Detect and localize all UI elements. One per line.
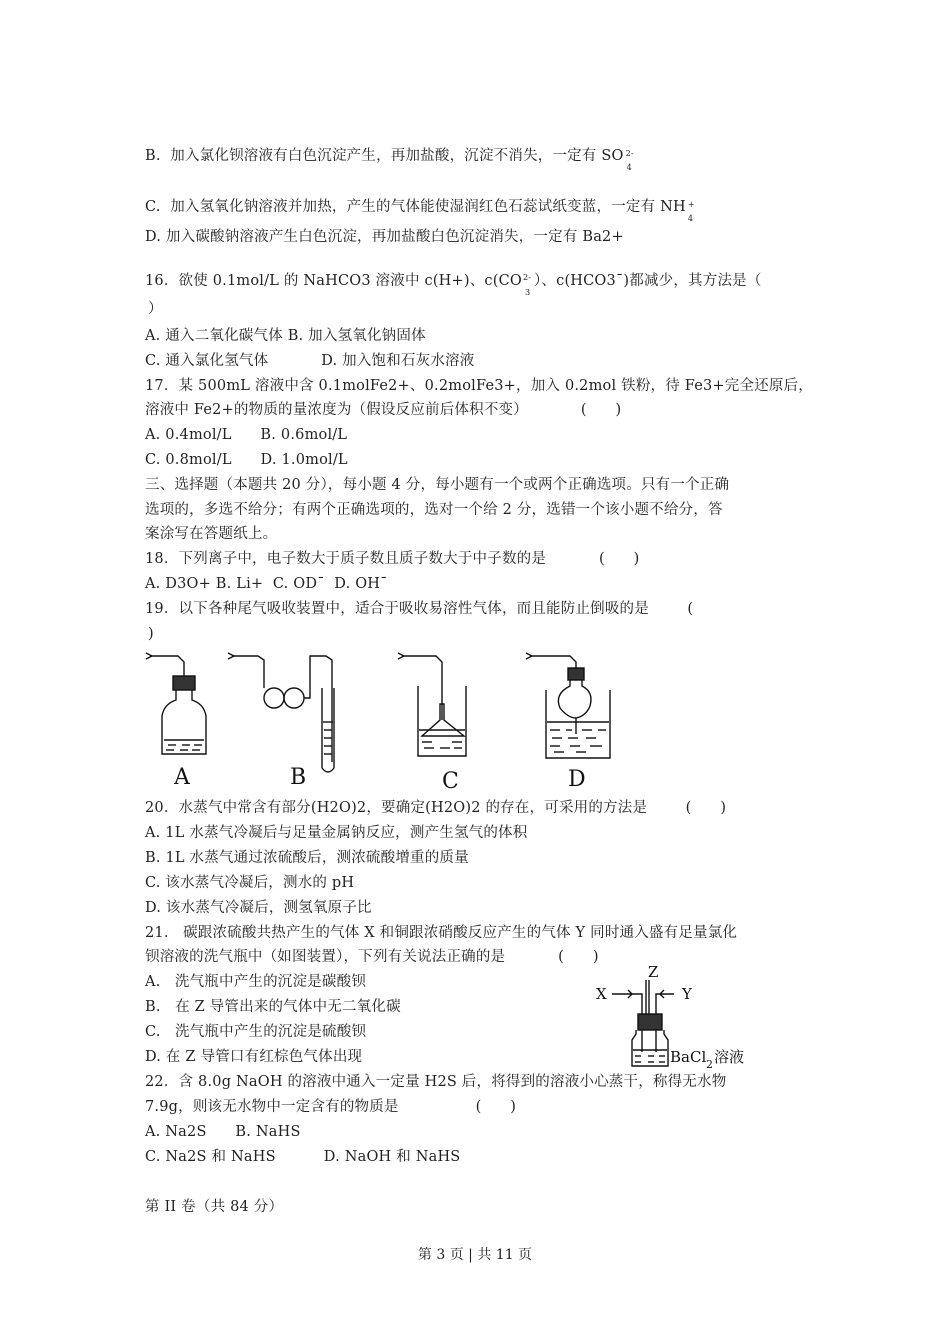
q17-options-cd: C. 0.8mol/L D. 1.0mol/L — [145, 452, 348, 468]
q19-stem-close: ) — [148, 626, 154, 642]
fig-label-bacl: BaCl — [670, 1048, 707, 1066]
q17-stem-line1: 17．某 500mL 溶液中含 0.1molFe2+、0.2molFe3+，加入 0.2mol 铁粉，待 Fe3+完全还原后， — [145, 378, 813, 394]
label-a: A — [174, 765, 190, 790]
q19-apparatus-figure — [140, 642, 660, 790]
q19-stem: 19．以下各种尾气吸收装置中，适合于吸收易溶性气体，而且能防止倒吸的是 ( — [145, 601, 694, 617]
q15-option-c — [145, 198, 696, 223]
q18-options: A. D3O+ B. Li+ C. OD¯ D. OH¯ — [145, 576, 388, 592]
q15-c-superscript: + — [687, 200, 695, 209]
q21-stem-line1: 21. 碳跟浓硫酸共热产生的气体 X 和铜跟浓硝酸反应产生的气体 Y 同时通入盛有足量氯化 — [145, 925, 738, 941]
q16-stem-part-b: ）、c(HCO3¯)都减少，其方法是（ — [533, 273, 762, 289]
fig-label-bacl-sub: 2 — [706, 1058, 713, 1070]
apparatus-b — [228, 653, 334, 772]
q22-options-cd: C. Na2S 和 NaHS D. NaOH 和 NaHS — [145, 1149, 461, 1165]
fig-label-x: X — [596, 985, 607, 1003]
section3-line2: 选项的，多选不给分；有两个正确选项的，选对一个给 2 分，选错一个该小题不给分，答 — [145, 502, 723, 518]
q20-option-c: C. 该水蒸气冷凝后，测水的 pH — [145, 875, 355, 891]
q15-option-d: D. 加入碳酸钠溶液产生白色沉淀，再加盐酸白色沉淀消失，一定有 Ba2+ — [145, 229, 624, 245]
label-b: B — [290, 765, 307, 790]
q20-option-b: B. 1L 水蒸气通过浓硫酸后，测浓硫酸增重的质量 — [145, 850, 469, 866]
label-c: C — [442, 769, 459, 790]
apparatus-d — [526, 653, 610, 758]
q17-stem-line2: 溶液中 Fe2+的物质的量浓度为（假设反应前后体积不变） ( ) — [145, 402, 622, 418]
apparatus-a — [146, 653, 206, 754]
q21-option-b: B. 在 Z 导管出来的气体中无二氧化碳 — [145, 999, 401, 1015]
section3-line1: 三、选择题（本题共 20 分），每小题 4 分，每小题有一个或两个正确选项。只有一个正确 — [145, 477, 730, 493]
q16-subscript: 3 — [524, 288, 531, 297]
q21-option-c: C. 洗气瓶中产生的沉淀是硫酸钡 — [145, 1024, 367, 1040]
q16-stem-close: ） — [148, 301, 163, 317]
q15-option-b — [145, 147, 634, 172]
q16-options-cd: C. 通入氯化氢气体 D. 加入饱和石灰水溶液 — [145, 353, 475, 369]
page-footer: 第 3 页 | 共 11 页 — [417, 1247, 533, 1263]
section3-line3: 案涂写在答题纸上。 — [145, 526, 278, 542]
q15-option-c-text: C. 加入氢氧化钠溶液并加热，产生的气体能使湿润红色石蕊试纸变蓝，一定有 NH — [145, 199, 686, 215]
part2-heading: 第 II 卷（共 84 分） — [145, 1199, 284, 1215]
q16-stem — [145, 272, 762, 297]
q17-options-ab: A. 0.4mol/L B. 0.6mol/L — [145, 427, 348, 443]
fig-label-solution: 溶液 — [714, 1048, 745, 1066]
q16-stem-part-a: 16．欲使 0.1mol/L 的 NaHCO3 溶液中 c(H+)、c(CO — [145, 273, 522, 289]
q20-stem: 20．水蒸气中常含有部分(H2O)2，要确定(H2O)2 的存在，可采用的方法是 ( ) — [145, 800, 727, 816]
q16-superscript: 2- — [522, 273, 532, 282]
q20-option-a: A. 1L 水蒸气冷凝后与足量金属钠反应，测产生氢气的体积 — [145, 825, 528, 841]
q21-option-a: A. 洗气瓶中产生的沉淀是碳酸钡 — [145, 974, 367, 990]
q15-option-b-text: B. 加入氯化钡溶液有白色沉淀产生，再加盐酸，沉淀不消失，一定有 SO — [145, 148, 624, 164]
q15-b-subscript: 4 — [626, 163, 632, 172]
label-d: D — [568, 767, 586, 790]
q16-options-ab: A. 通入二氧化碳气体 B. 加入氢氧化钠固体 — [145, 328, 426, 344]
q22-stem-line1: 22．含 8.0g NaOH 的溶液中通入一定量 H2S 后，将得到的溶液小心蒸干，称得无水物 — [145, 1074, 727, 1090]
q22-stem-line2: 7.9g，则该无水物中一定含有的物质是 ( ) — [145, 1099, 517, 1115]
q18-stem: 18．下列离子中，电子数大于质子数且质子数大于中子数的是 ( ) — [145, 551, 640, 567]
fig-label-z: Z — [648, 963, 659, 981]
q21-stem-line2: 钡溶液的洗气瓶中（如图装置），下列有关说法正确的是 ( ) — [145, 949, 599, 965]
q22-options-ab: A. Na2S B. NaHS — [145, 1124, 301, 1140]
q21-option-d: D. 在 Z 导管口有红棕色气体出现 — [145, 1049, 363, 1065]
q21-wash-bottle-figure — [592, 962, 772, 1070]
fig-label-y: Y — [682, 985, 692, 1003]
q15-b-superscript: 2- — [625, 149, 634, 158]
q20-option-d: D. 该水蒸气冷凝后，测氢氧原子比 — [145, 900, 372, 916]
q15-c-subscript: 4 — [687, 214, 694, 223]
apparatus-c — [398, 653, 466, 756]
